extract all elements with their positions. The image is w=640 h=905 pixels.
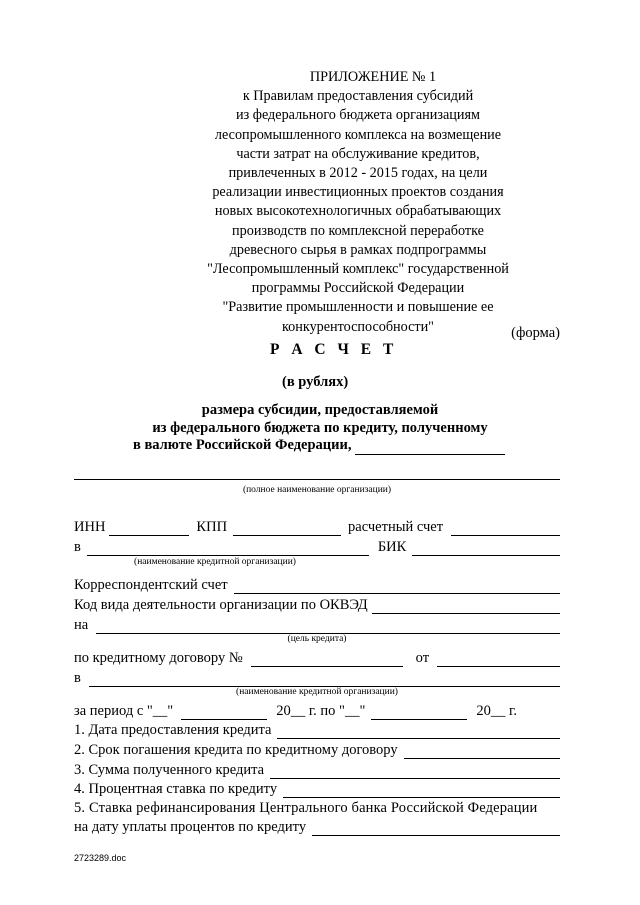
kpp-label: КПП bbox=[196, 519, 228, 535]
appendix-line: "Лесопромышленный комплекс" государственной bbox=[207, 261, 509, 278]
appendix-line: программы Российской Федерации bbox=[251, 280, 465, 297]
corr-account-label: Корреспондентский счет bbox=[74, 577, 228, 593]
appendix-line: новых высокотехнологичных обрабатывающих bbox=[214, 203, 502, 220]
period-start-field[interactable] bbox=[181, 706, 267, 720]
period-mid: 20__ г. по "__" bbox=[276, 703, 366, 719]
credit-org-row bbox=[74, 670, 560, 687]
bank-name-field[interactable] bbox=[87, 542, 369, 556]
account-field[interactable] bbox=[451, 522, 560, 536]
appendix-line: реализации инвестиционных проектов создания bbox=[212, 184, 504, 201]
appendix-block bbox=[150, 68, 566, 337]
bank-row bbox=[74, 539, 560, 556]
period-end-field[interactable] bbox=[371, 706, 467, 720]
file-name: 2723289.doc bbox=[74, 853, 127, 863]
item-row bbox=[74, 800, 560, 817]
subtitle-line-text: в валюте Российской Федерации, bbox=[133, 437, 352, 453]
appendix-line: производств по комплексной переработке bbox=[232, 222, 484, 239]
document-subtitle bbox=[108, 402, 532, 455]
appendix-line: "Развитие промышленности и повышение ее bbox=[222, 299, 494, 316]
item-field[interactable] bbox=[312, 822, 560, 836]
loan-agreement-row bbox=[74, 650, 560, 667]
subtitle-line: из федерального бюджета по кредиту, полученному bbox=[152, 419, 488, 436]
loan-agreement-date-field[interactable] bbox=[437, 653, 560, 667]
bank-name-caption: (наименование кредитной организации) bbox=[134, 557, 296, 567]
purpose-row bbox=[74, 617, 560, 634]
item-row bbox=[74, 819, 560, 836]
appendix-line: к Правилам предоставления субсидий bbox=[242, 88, 474, 105]
appendix-line: привлеченных в 2012 - 2015 годах, на цели bbox=[228, 165, 488, 182]
org-name-line[interactable] bbox=[74, 478, 560, 480]
subtitle-line bbox=[108, 437, 532, 455]
item-row bbox=[74, 762, 560, 779]
document-title: Р А С Ч Е Т bbox=[270, 341, 398, 358]
kpp-field[interactable] bbox=[233, 522, 341, 536]
inn-row bbox=[74, 519, 560, 536]
okved-row bbox=[74, 597, 560, 614]
loan-agreement-number-field[interactable] bbox=[251, 653, 403, 667]
in2-label: в bbox=[74, 670, 81, 686]
appendix-line: конкурентоспособности" bbox=[282, 318, 434, 335]
bik-field[interactable] bbox=[412, 542, 560, 556]
item-label: 1. Дата предоставления кредита bbox=[74, 722, 272, 738]
item-row bbox=[74, 722, 560, 739]
item-label: на дату уплаты процентов по кредиту bbox=[74, 819, 307, 835]
from-label: от bbox=[415, 650, 430, 666]
appendix-heading: ПРИЛОЖЕНИЕ № 1 bbox=[309, 69, 437, 85]
on-label: на bbox=[74, 617, 89, 633]
appendix-line: из федерального бюджета организациям bbox=[236, 107, 480, 124]
subtitle-line: размера субсидии, предоставляемой bbox=[201, 402, 439, 418]
period-row bbox=[74, 703, 560, 720]
currency-blank[interactable] bbox=[355, 441, 505, 455]
appendix-line: древесного сырья в рамках подпрограммы bbox=[229, 241, 487, 258]
loan-agreement-label: по кредитному договору № bbox=[74, 650, 243, 666]
in-label: в bbox=[74, 539, 81, 555]
bik-label: БИК bbox=[377, 539, 407, 555]
period-prefix: за период с "__" bbox=[74, 703, 174, 719]
credit-org-caption: (наименование кредитной организации) bbox=[236, 687, 398, 697]
item-field[interactable] bbox=[270, 765, 560, 779]
units-label: (в рублях) bbox=[282, 374, 349, 390]
appendix-line: части затрат на обслуживание кредитов, bbox=[236, 145, 480, 162]
corr-account-row bbox=[74, 577, 560, 594]
item-field[interactable] bbox=[404, 745, 560, 759]
okved-field[interactable] bbox=[372, 600, 560, 614]
purpose-caption: (цель кредита) bbox=[287, 634, 347, 644]
item-row bbox=[74, 781, 560, 798]
item-field[interactable] bbox=[283, 784, 560, 798]
item-field[interactable] bbox=[277, 725, 560, 739]
appendix-line: лесопромышленного комплекса на возмещение bbox=[214, 126, 502, 143]
item-label: 4. Процентная ставка по кредиту bbox=[74, 781, 278, 797]
inn-label: ИНН bbox=[74, 519, 106, 535]
item-row bbox=[74, 742, 560, 759]
credit-org-field[interactable] bbox=[89, 673, 560, 687]
corr-account-field[interactable] bbox=[234, 580, 560, 594]
period-suffix: 20__ г. bbox=[476, 703, 517, 719]
item-label: 2. Срок погашения кредита по кредитному договору bbox=[74, 742, 398, 758]
okved-label: Код вида деятельности организации по ОКВЭД bbox=[74, 597, 368, 613]
item-label: 5. Ставка рефинансирования Центрального банка Российской Федерации bbox=[74, 800, 538, 816]
purpose-field[interactable] bbox=[96, 620, 560, 634]
inn-field[interactable] bbox=[109, 522, 189, 536]
item-label: 3. Сумма полученного кредита bbox=[74, 762, 265, 778]
account-label: расчетный счет bbox=[348, 519, 444, 535]
org-name-caption: (полное наименование организации) bbox=[242, 485, 392, 495]
form-label: (форма) bbox=[511, 325, 560, 341]
